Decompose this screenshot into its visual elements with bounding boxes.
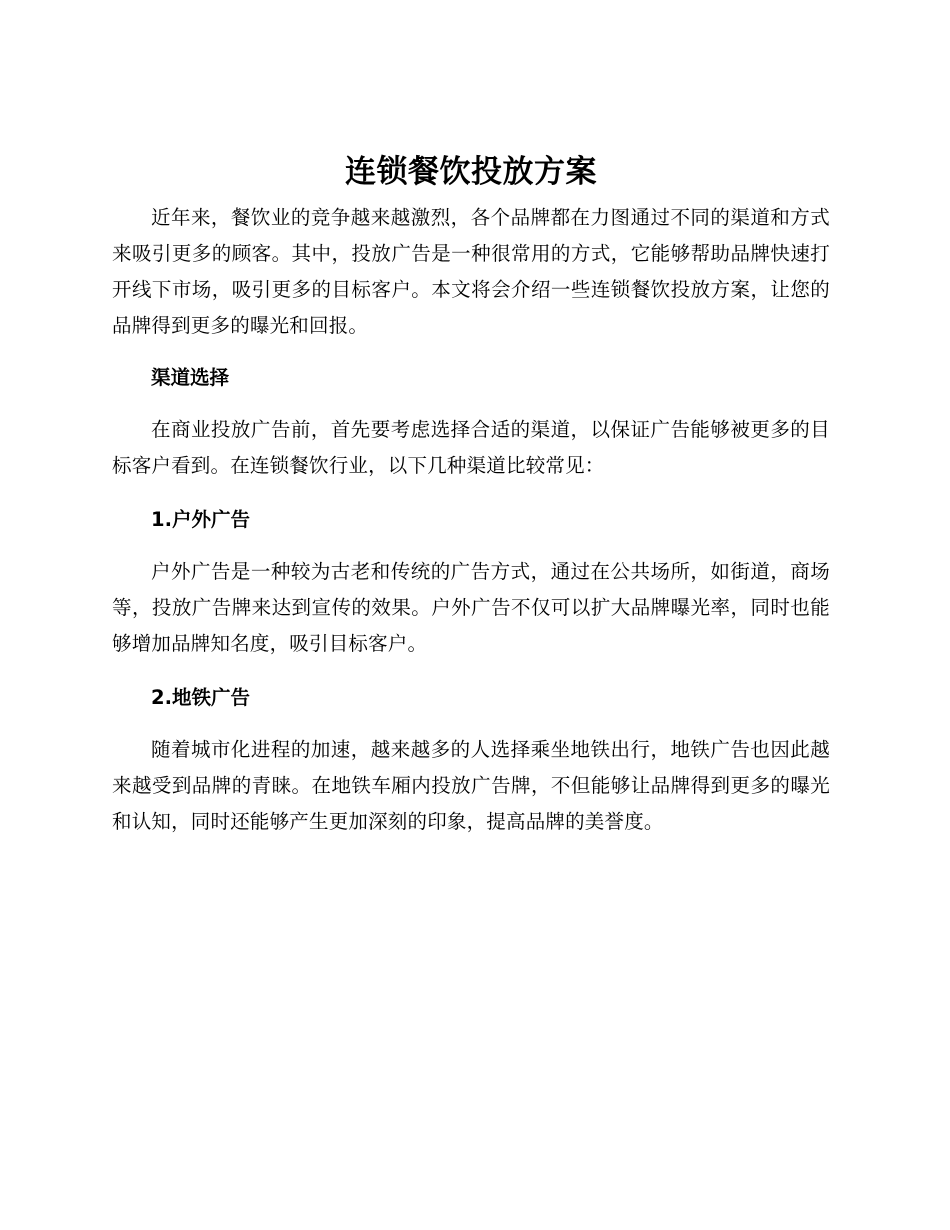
document-page bbox=[112, 150, 830, 840]
intro-paragraph: 近年来，餐饮业的竞争越来越激烈，各个品牌都在力图通过不同的渠道和方式来吸引更多的顾客。其中，投放广告是一种很常用的方式，它能够帮助品牌快速打开线下市场，吸引更多的目标客户。本文将会介绍一些连锁餐饮投放方案，让您的品牌得到更多的曝光和回报。 bbox=[112, 206, 830, 337]
spacer bbox=[112, 344, 830, 360]
section-body-outdoor: 户外广告是一种较为古老和传统的广告方式，通过在公共场所，如街道，商场等，投放广告牌来达到宣传的效果。户外广告不仅可以扩大品牌曝光率，同时也能够增加品牌知名度，吸引目标客户。 bbox=[112, 560, 830, 655]
section-body-channel: 在商业投放广告前，首先要考虑选择合适的渠道，以保证广告能够被更多的目标客户看到。在连锁餐饮行业，以下几种渠道比较常见： bbox=[112, 418, 830, 477]
spacer bbox=[112, 484, 830, 502]
spacer bbox=[112, 396, 830, 412]
document-title: 连锁餐饮投放方案 bbox=[345, 154, 597, 190]
spacer bbox=[112, 716, 830, 732]
section-body-subway: 随着城市化进程的加速，越来越多的人选择乘坐地铁出行，地铁广告也因此越来越受到品牌的青睐。在地铁车厢内投放广告牌，不但能够让品牌得到更多的曝光和认知，同时还能够产生更加深刻的印象，提高品牌的美誉度。 bbox=[112, 738, 830, 833]
section-heading-outdoor: 1.户外广告 bbox=[151, 508, 250, 531]
spacer bbox=[112, 538, 830, 554]
section-heading-channel: 渠道选择 bbox=[151, 366, 230, 389]
section-heading-subway: 2.地铁广告 bbox=[151, 686, 250, 709]
spacer bbox=[112, 662, 830, 680]
